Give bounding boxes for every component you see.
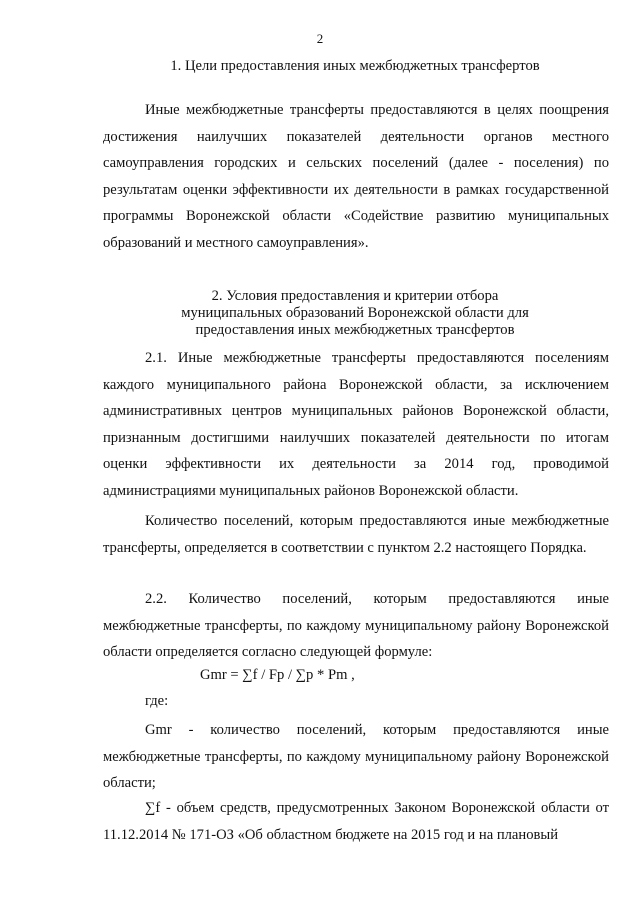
definition-sum-f: ∑f - объем средств, предусмотренных Законом Воронежской области от 11.12.2014 № 171-ОЗ «Об областном бюджете на 2015 год и на плановый <box>103 800 609 843</box>
section-2-heading-line: предоставления иных межбюджетных трансфертов <box>195 322 515 338</box>
formula: Gmr = ∑f / Fp / ∑p * Pm , <box>200 667 355 683</box>
section-2-heading-line: 2. Условия предоставления и критерии отбора <box>211 288 499 304</box>
paragraph-2-1: 2.1. Иные межбюджетные трансферты предоставляются поселениям каждого муниципального района Воронежской области, за исключением административных центров муниципальных районов Воронежской области, признанным достигшими наилучших показателей деятельности по итогам оценки эффективности их деятельности за 2014 год, проводимой администрациями муниципальных районов Воронежской области. <box>103 350 609 499</box>
section-1-paragraph: Иные межбюджетные трансферты предоставляются в целях поощрения достижения наилучших показателей деятельности органов местного самоуправления городских и сельских поселений (далее - поселения) по результатам оценки эффективности их деятельности в рамках государственной программы Воронежской области «Содействие развитию муниципальных образований и местного самоуправления». <box>103 102 609 251</box>
definition-gmr: Gmr - количество поселений, которым предоставляются иные межбюджетные трансферты, по каждому муниципальному району Воронежской области; <box>103 722 609 791</box>
section-2-heading-line: муниципальных образований Воронежской области для <box>181 305 529 321</box>
where-label: где: <box>145 693 169 709</box>
paragraph-2-2: 2.2. Количество поселений, которым предоставляются иные межбюджетные трансферты, по каждому муниципальному району Воронежской области определяется согласно следующей формуле: <box>103 591 609 660</box>
section-1-heading: 1. Цели предоставления иных межбюджетных трансфертов <box>170 58 540 74</box>
paragraph-settlement-count: Количество поселений, которым предоставляются иные межбюджетные трансферты, определяется в соответствии с пунктом 2.2 настоящего Порядка. <box>103 513 609 556</box>
page-number: 2 <box>316 31 324 46</box>
section-2-heading <box>100 288 610 339</box>
